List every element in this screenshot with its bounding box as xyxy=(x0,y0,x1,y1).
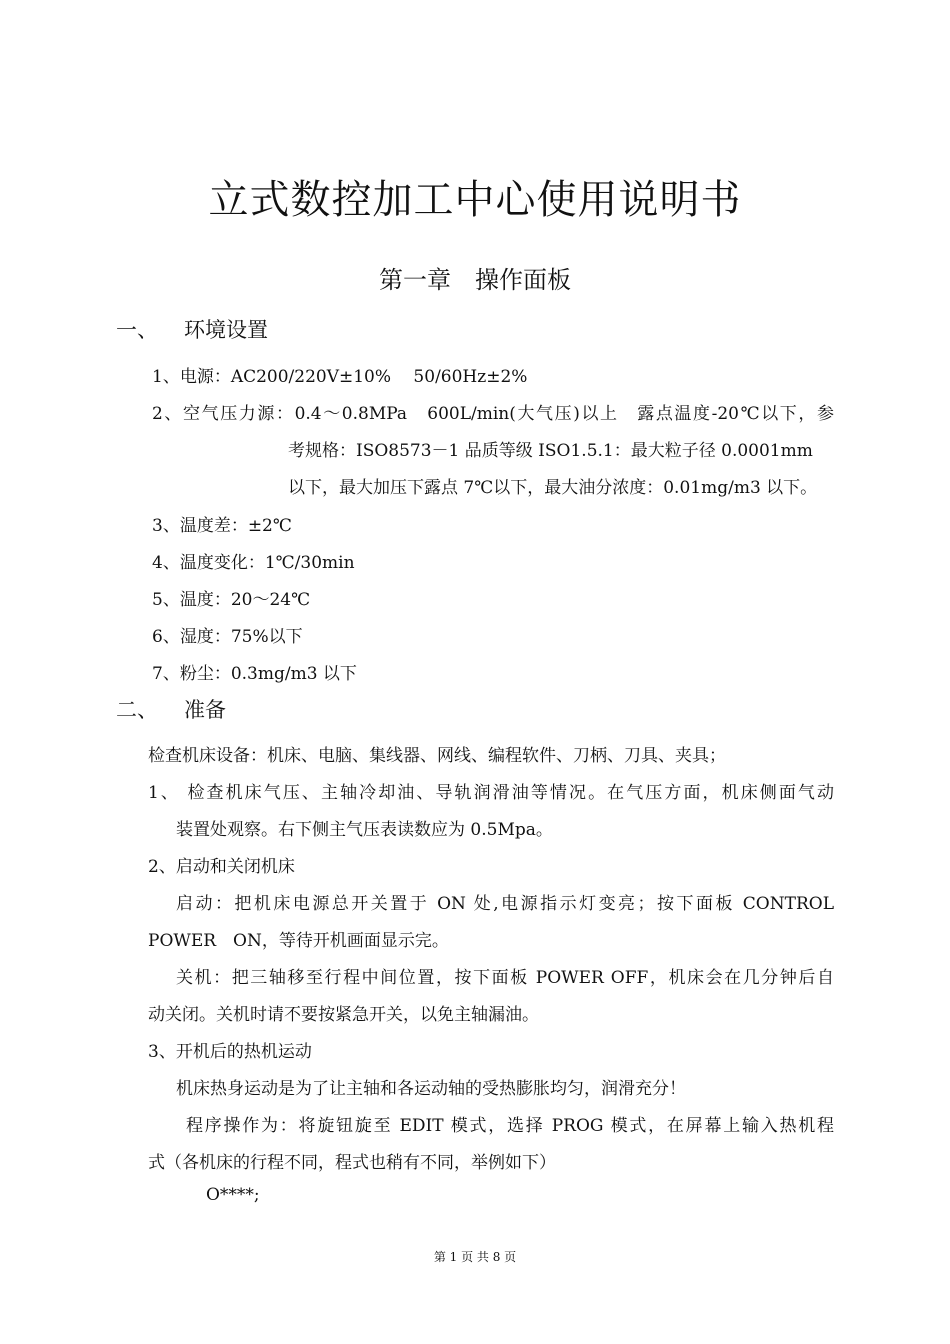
section-title: 环境设置 xyxy=(184,318,268,342)
page-footer: 第 1 页 共 8 页 xyxy=(433,1250,517,1264)
paragraph-line: 机床热身运动是为了让主轴和各运动轴的受热膨胀均匀，润滑充分！ xyxy=(176,1079,686,1099)
list-item-continuation: 考规格：ISO8573－1 品质等级 ISO1.5.1：最大粒子径 0.0001mm xyxy=(288,441,813,461)
chapter-heading: 第一章 操作面板 xyxy=(379,266,571,294)
section-heading-preparation xyxy=(116,694,226,724)
paragraph-line: 程序操作为：将旋钮旋至 EDIT 模式，选择 PROG 模式，在屏幕上输入热机程 xyxy=(186,1116,834,1136)
subheading: 3、开机后的热机运动 xyxy=(148,1042,312,1062)
list-item: 7、粉尘：0.3mg/m3 以下 xyxy=(152,664,357,684)
list-item: 5、温度：20～24℃ xyxy=(152,590,311,610)
paragraph-line: 1、 检查机床气压、主轴冷却油、导轨润滑油等情况。在气压方面，机床侧面气动 xyxy=(148,783,834,803)
paragraph-line: 装置处观察。右下侧主气压表读数应为 0.5Mpa。 xyxy=(176,820,553,840)
list-item: 6、湿度：75%以下 xyxy=(152,627,303,647)
section-heading-environment xyxy=(116,314,268,344)
list-item: 4、温度变化：1℃/30min xyxy=(152,553,355,573)
paragraph-line: 检查机床设备：机床、电脑、集线器、网线、编程软件、刀柄、刀具、夹具； xyxy=(148,746,726,766)
list-item: 2、空气压力源：0.4～0.8MPa 600L/min(大气压)以上 露点温度-20℃以下，参 xyxy=(152,404,834,424)
document-title: 立式数控加工中心使用说明书 xyxy=(208,177,742,223)
paragraph-line: POWER ON，等待开机画面显示完。 xyxy=(148,931,449,951)
paragraph-line: 启动：把机床电源总开关置于 ON 处,电源指示灯变亮；按下面板 CONTROL xyxy=(176,894,834,914)
code-line: O****; xyxy=(206,1185,260,1205)
list-item-continuation: 以下，最大加压下露点 7℃以下，最大油分浓度：0.01mg/m3 以下。 xyxy=(288,478,818,498)
subheading: 2、启动和关闭机床 xyxy=(148,857,295,877)
paragraph-line: 关机：把三轴移至行程中间位置，按下面板 POWER OFF，机床会在几分钟后自 xyxy=(176,968,834,988)
list-item: 3、温度差：±2℃ xyxy=(152,516,292,536)
paragraph-line: 式（各机床的行程不同，程式也稍有不同，举例如下） xyxy=(148,1153,556,1173)
paragraph-line: 动关闭。关机时请不要按紧急开关，以免主轴漏油。 xyxy=(148,1005,539,1025)
section-number: 一、 xyxy=(116,318,158,342)
section-title: 准备 xyxy=(184,698,226,722)
section-number: 二、 xyxy=(116,698,158,722)
list-item: 1、电源：AC200/220V±10% 50/60Hz±2% xyxy=(152,367,528,387)
